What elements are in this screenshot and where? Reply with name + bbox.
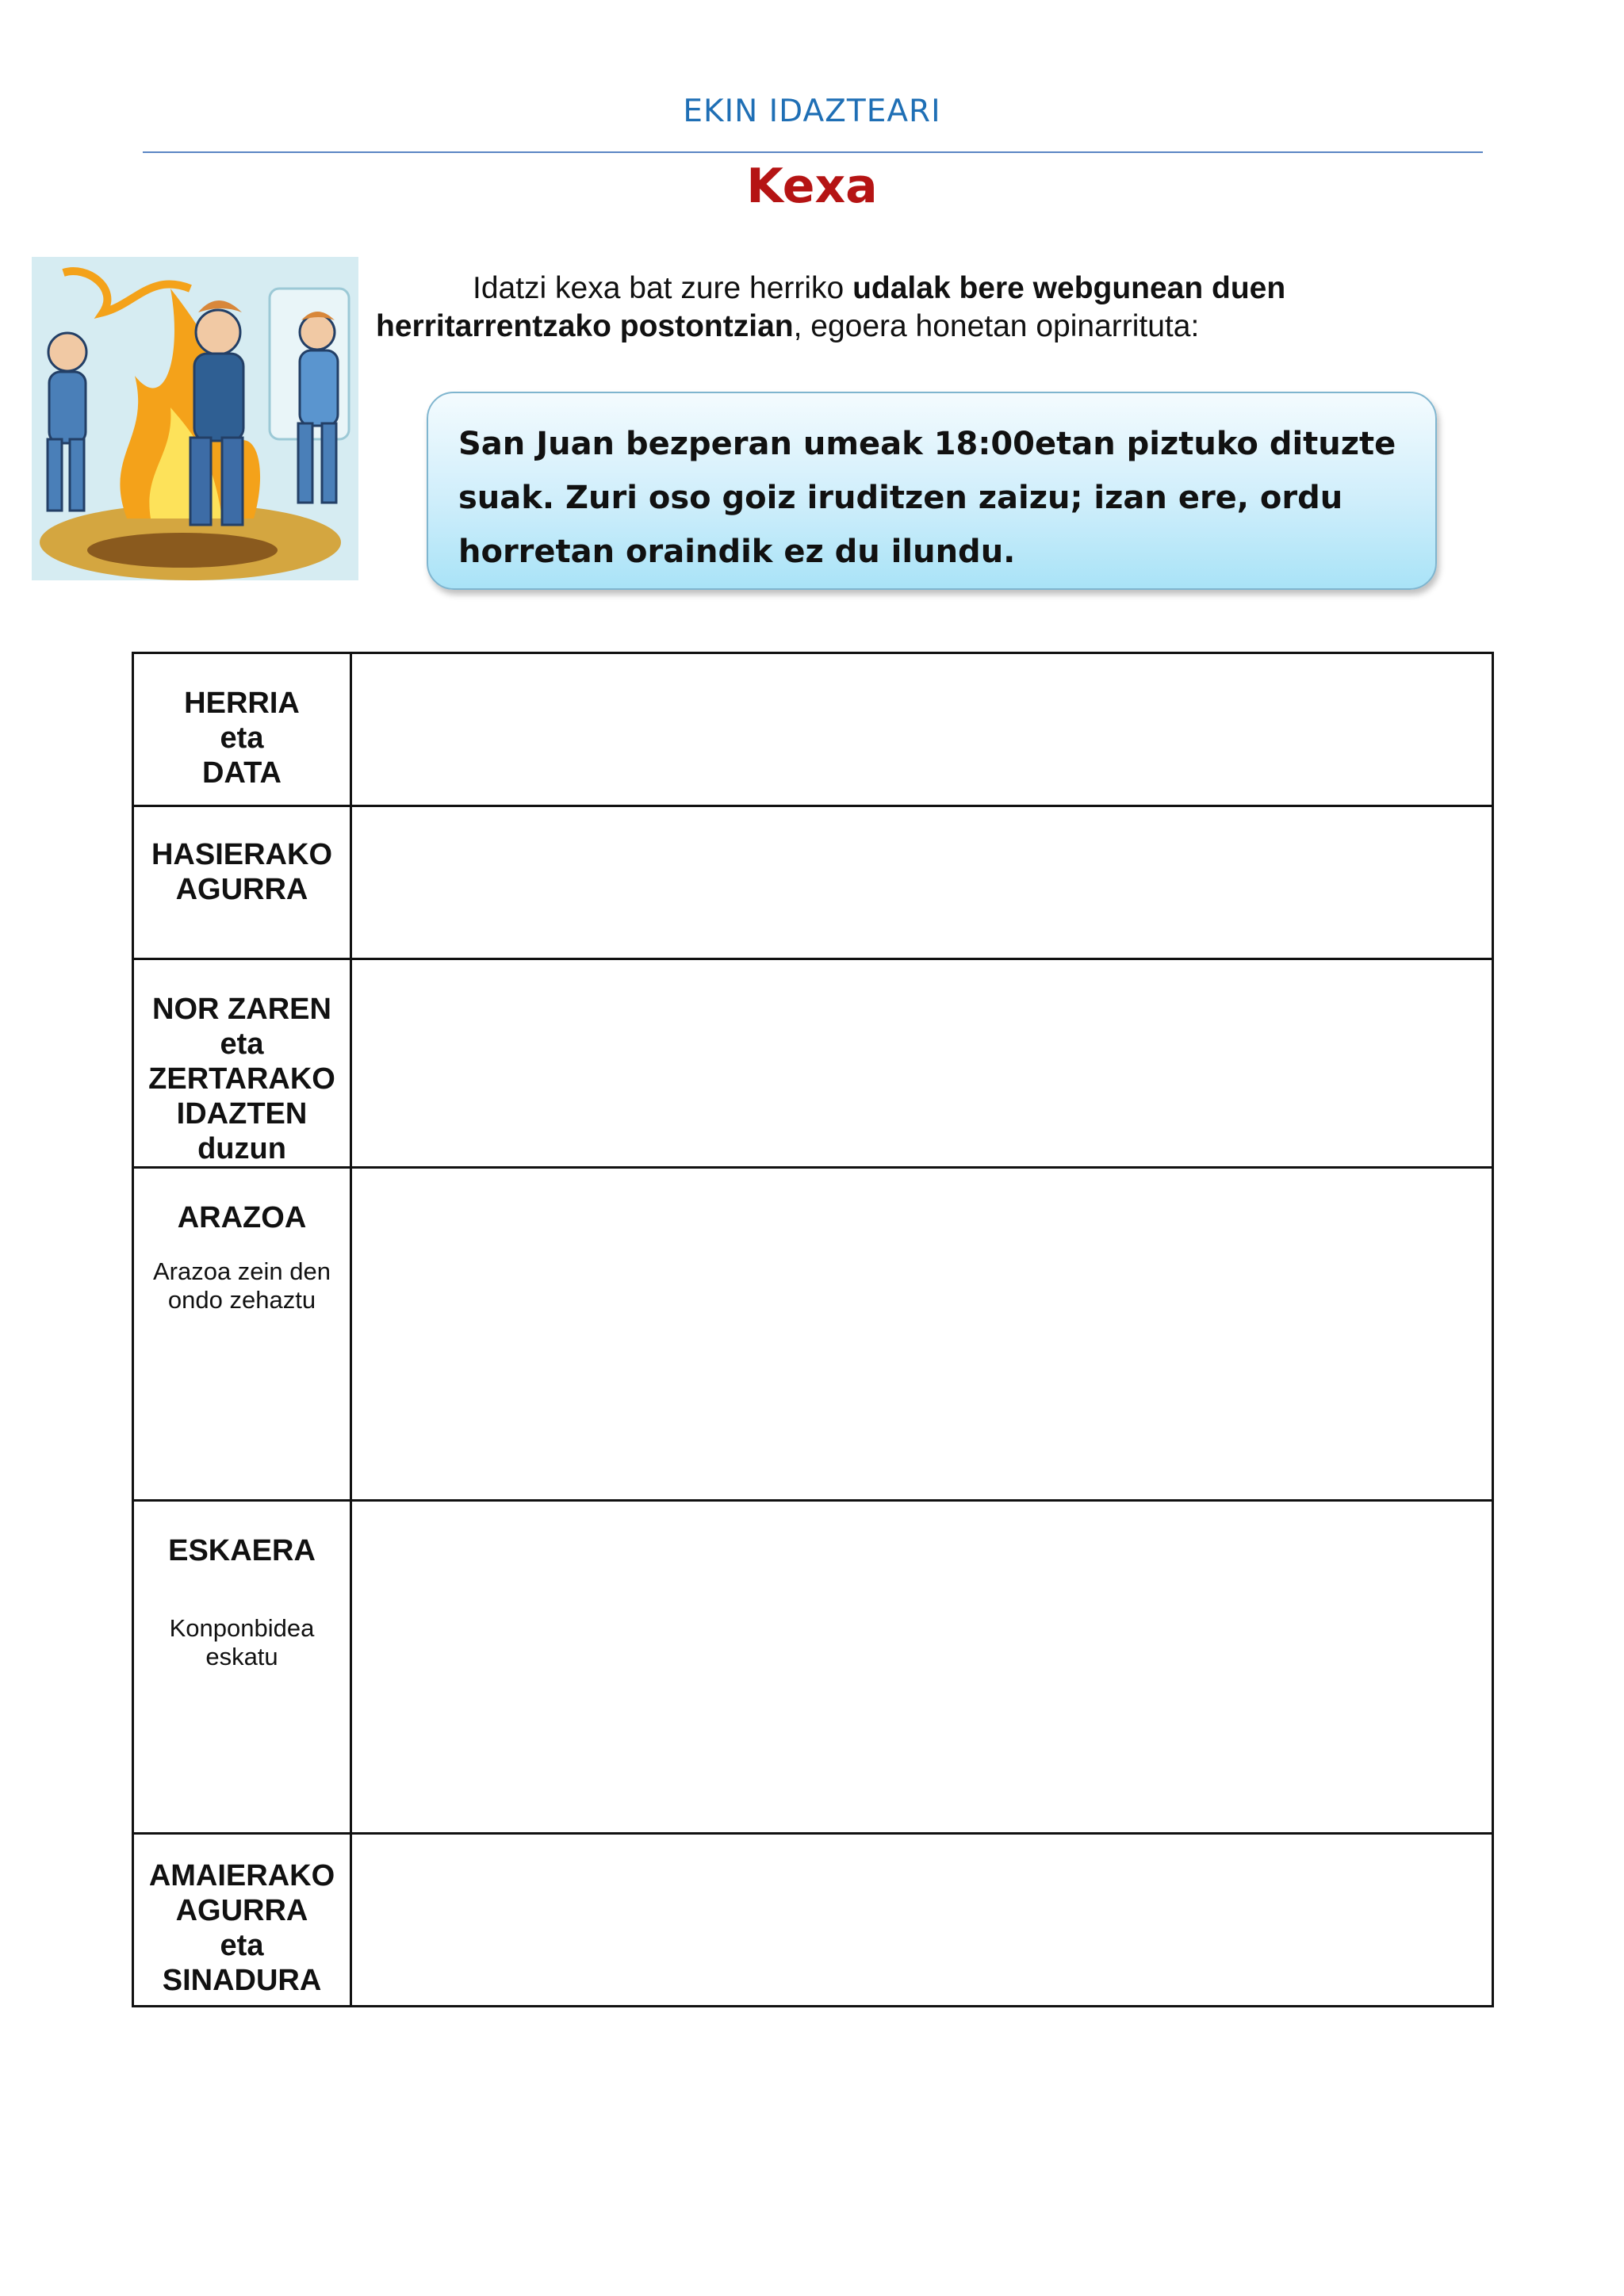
row-label-cell xyxy=(133,806,351,959)
row-label: NOR ZAREN eta ZERTARAKO IDAZTEN duzun xyxy=(148,993,335,1165)
row-label: AMAIERAKO AGURRA eta SINADURA xyxy=(148,1859,335,1997)
table-row xyxy=(133,1168,1493,1501)
instructions-text xyxy=(376,270,1407,346)
row-label: HASIERAKO AGURRA xyxy=(151,838,333,906)
answer-field[interactable] xyxy=(351,806,1493,959)
answer-field[interactable] xyxy=(351,1168,1493,1501)
table-row xyxy=(133,1834,1493,2007)
answer-field[interactable] xyxy=(351,653,1493,806)
row-label: ESKAERA xyxy=(168,1534,316,1567)
row-label-cell xyxy=(133,653,351,806)
row-label-cell xyxy=(133,1834,351,2007)
bonfire-illustration-image xyxy=(32,257,358,580)
table-row xyxy=(133,959,1493,1168)
answer-field[interactable] xyxy=(351,1501,1493,1834)
instructions-bold: udalak bere webgunean duen herritarrentzako postontzian xyxy=(376,271,1286,343)
table-row xyxy=(133,1501,1493,1834)
page-title: Kexa xyxy=(746,159,878,214)
scenario-box xyxy=(427,392,1437,590)
section-header: EKIN IDAZTEARI xyxy=(683,94,941,129)
complaint-form-table xyxy=(132,652,1494,2007)
row-hint: Arazoa zein den ondo zehaztu xyxy=(152,1257,331,1314)
row-label: ARAZOA xyxy=(177,1201,307,1234)
row-label-cell xyxy=(133,1501,351,1834)
table-row xyxy=(133,806,1493,959)
row-label-cell xyxy=(133,1168,351,1501)
answer-field[interactable] xyxy=(351,1834,1493,2007)
table-row xyxy=(133,653,1493,806)
row-label: HERRIA eta DATA xyxy=(184,687,300,790)
header-divider xyxy=(143,151,1483,153)
instructions-part1: Idatzi kexa bat zure herriko xyxy=(473,271,853,305)
scenario-text: San Juan bezperan umeak 18:00etan piztuko dituzte suak. Zuri oso goiz iruditzen zaizu; izan ere, ordu horretan oraindik ez du ilundu. xyxy=(458,426,1396,570)
answer-field[interactable] xyxy=(351,959,1493,1168)
row-hint: Konponbidea eskatu xyxy=(169,1614,315,1670)
instructions-part2: , egoera honetan opinarrituta: xyxy=(793,309,1200,343)
row-label-cell xyxy=(133,959,351,1168)
